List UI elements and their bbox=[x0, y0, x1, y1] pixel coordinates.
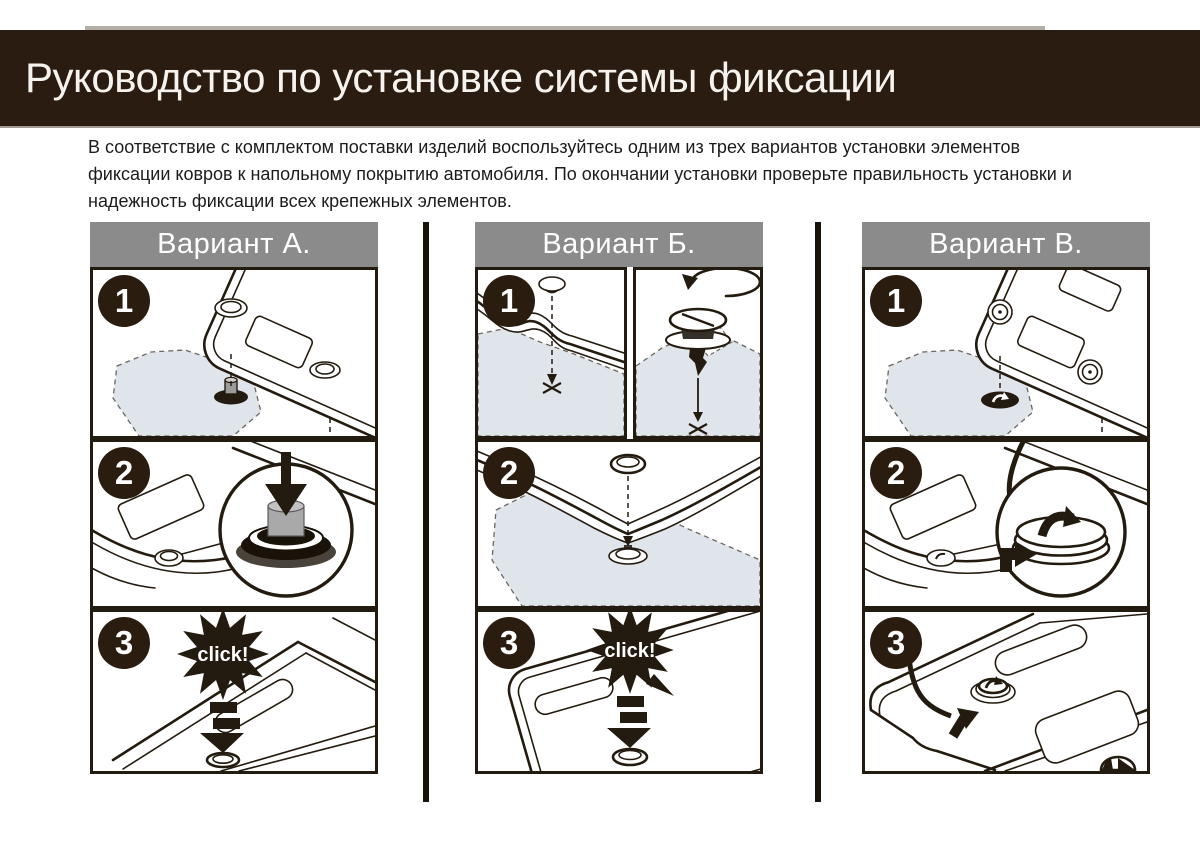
title-bar bbox=[0, 30, 1200, 126]
variant-b-header bbox=[475, 222, 763, 267]
intro-text: В соответствие с комплектом поставки изделий воспользуйтесь одним из трех вариантов установки элементов фиксации ковров к напольному покрытию автомобиля. По окончании установки проверьте правильность установки и надежность фиксации всех крепежных элементов. bbox=[88, 137, 1072, 211]
mat-button bbox=[215, 299, 247, 317]
bent-arrow-icon bbox=[953, 708, 979, 736]
step-number: 3 bbox=[114, 624, 134, 661]
step-badge bbox=[98, 617, 150, 669]
variant-a-step-1-panel bbox=[90, 267, 378, 439]
rotate-arrow-icon bbox=[682, 270, 760, 296]
variant-b-column bbox=[475, 222, 763, 774]
step-number: 2 bbox=[499, 454, 519, 491]
step-badge bbox=[98, 275, 150, 327]
variant-v-step-1-panel bbox=[862, 267, 1150, 439]
variant-v-label: Вариант В. bbox=[929, 228, 1083, 260]
variant-b-step-1-left bbox=[475, 267, 627, 439]
variant-a-label: Вариант А. bbox=[157, 228, 311, 260]
variant-b-step-1-panel bbox=[475, 267, 763, 439]
click-burst-icon bbox=[177, 612, 269, 700]
step-number: 1 bbox=[499, 282, 519, 319]
step-badge bbox=[870, 447, 922, 499]
step-number: 3 bbox=[499, 624, 519, 661]
variant-v-column bbox=[862, 222, 1150, 774]
carpet-hook-grommet bbox=[981, 392, 1019, 409]
mat-button bbox=[611, 455, 645, 473]
variant-b-step-3-panel bbox=[475, 609, 763, 774]
column-divider-1 bbox=[423, 222, 429, 802]
illustration-b1-right bbox=[636, 270, 760, 436]
step-number: 1 bbox=[886, 282, 906, 319]
column-divider-2 bbox=[815, 222, 821, 802]
edge-fastener bbox=[1101, 757, 1135, 770]
hook-button bbox=[1078, 360, 1102, 384]
hook-button bbox=[988, 300, 1012, 324]
click-label: click! bbox=[604, 640, 656, 662]
variant-a-step-2-panel bbox=[90, 439, 378, 609]
step-badge bbox=[870, 617, 922, 669]
hook-button bbox=[927, 550, 955, 566]
step-badge bbox=[483, 617, 535, 669]
mat-button bbox=[310, 362, 340, 378]
step-number: 2 bbox=[886, 454, 906, 491]
step-badge bbox=[483, 447, 535, 499]
variant-v-header bbox=[862, 222, 1150, 267]
variant-b-label: Вариант Б. bbox=[542, 228, 696, 260]
step-number: 2 bbox=[114, 454, 134, 491]
page-title: Руководство по установке системы фиксации bbox=[25, 54, 897, 101]
hook-fastener bbox=[971, 676, 1015, 703]
step-badge bbox=[870, 275, 922, 327]
step-badge bbox=[98, 447, 150, 499]
variant-v-step-3-panel bbox=[862, 609, 1150, 774]
step-number: 3 bbox=[886, 624, 906, 661]
fastener-button bbox=[613, 749, 647, 765]
variant-a-header bbox=[90, 222, 378, 267]
click-label: click! bbox=[197, 644, 249, 666]
fastener-button bbox=[207, 753, 239, 767]
step-number: 1 bbox=[114, 282, 134, 319]
variant-a-step-3-panel bbox=[90, 609, 378, 774]
callout-line bbox=[954, 544, 1001, 554]
variant-b-step-1-right bbox=[633, 267, 763, 439]
variant-b-step-2-panel bbox=[475, 439, 763, 609]
mat-button bbox=[155, 550, 183, 566]
variant-v-step-2-panel bbox=[862, 439, 1150, 609]
step-badge bbox=[483, 275, 535, 327]
variant-a-column bbox=[90, 222, 378, 774]
